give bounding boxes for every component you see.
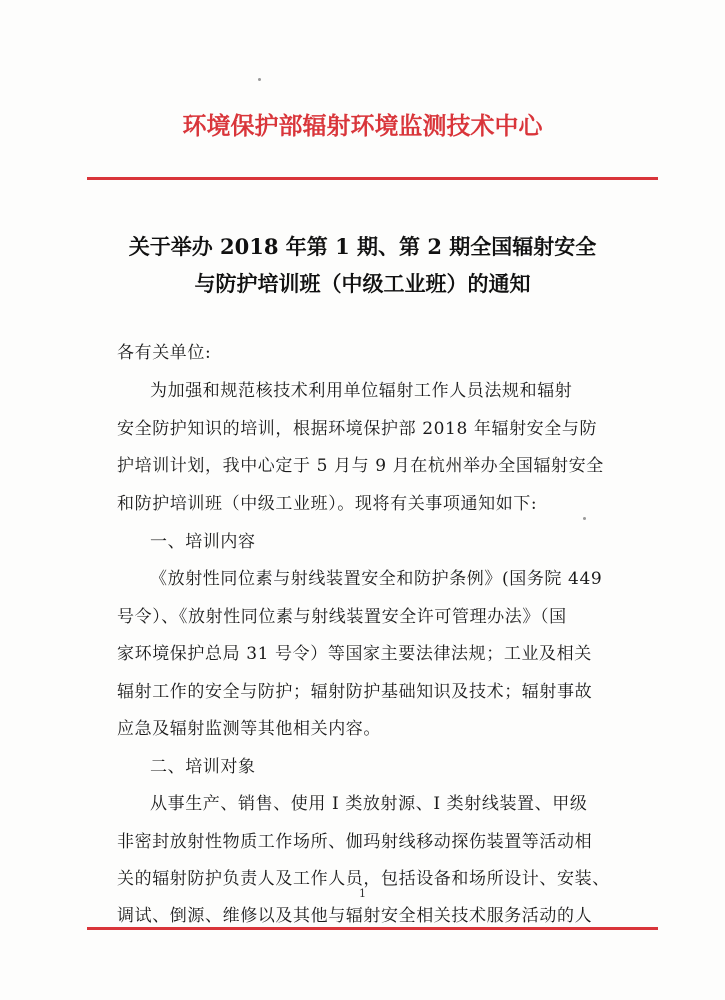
body-line: 关的辐射防护负责人及工作人员，包括设备和场所设计、安装、 (117, 869, 610, 889)
body-line: 号令）、《放射性同位素与射线装置安全许可管理办法》（国 (117, 607, 567, 627)
body-line: 家环境保护总局 31 号令）等国家主要法律法规；工业及相关 (117, 644, 592, 664)
body-line: 《放射性同位素与射线装置安全和防护条例》(国务院 449 (150, 569, 603, 589)
body-line: 安全防护知识的培训，根据环境保护部 2018 年辐射安全与防 (117, 419, 598, 439)
page-number: 1 (359, 887, 366, 900)
body-line: 和防护培训班（中级工业班）。现将有关事项通知如下: (117, 494, 538, 514)
section-heading-training-content: 一、培训内容 (150, 532, 256, 552)
org-header: 环境保护部辐射环境监测技术中心 (182, 111, 543, 140)
section-heading-training-target: 二、培训对象 (150, 757, 256, 777)
body-line: 调试、倒源、维修以及其他与辐射安全相关技术服务活动的人 (117, 906, 593, 926)
body-line: 辐射工作的安全与防护；辐射防护基础知识及技术；辐射事故 (117, 682, 593, 702)
footer-red-rule (87, 927, 658, 930)
scan-speck (583, 517, 586, 520)
scan-speck (258, 78, 261, 81)
body-line: 非密封放射性物质工作场所、伽玛射线移动探伤装置等活动相 (117, 832, 593, 852)
document-title-line-1: 关于举办 2018 年第 1 期、第 2 期全国辐射安全 (128, 234, 597, 259)
body-line: 护培训计划，我中心定于 5 月与 9 月在杭州举办全国辐射安全 (117, 456, 604, 476)
body-line: 为加强和规范核技术利用单位辐射工作人员法规和辐射 (150, 381, 573, 401)
header-red-rule (87, 177, 658, 180)
body-line: 从事生产、销售、使用 I 类放射源、I 类射线装置、甲级 (150, 794, 588, 814)
document-title-line-2: 与防护培训班（中级工业班）的通知 (194, 271, 531, 296)
body-line: 应急及辐射监测等其他相关内容。 (117, 719, 381, 739)
salutation: 各有关单位: (117, 343, 212, 363)
